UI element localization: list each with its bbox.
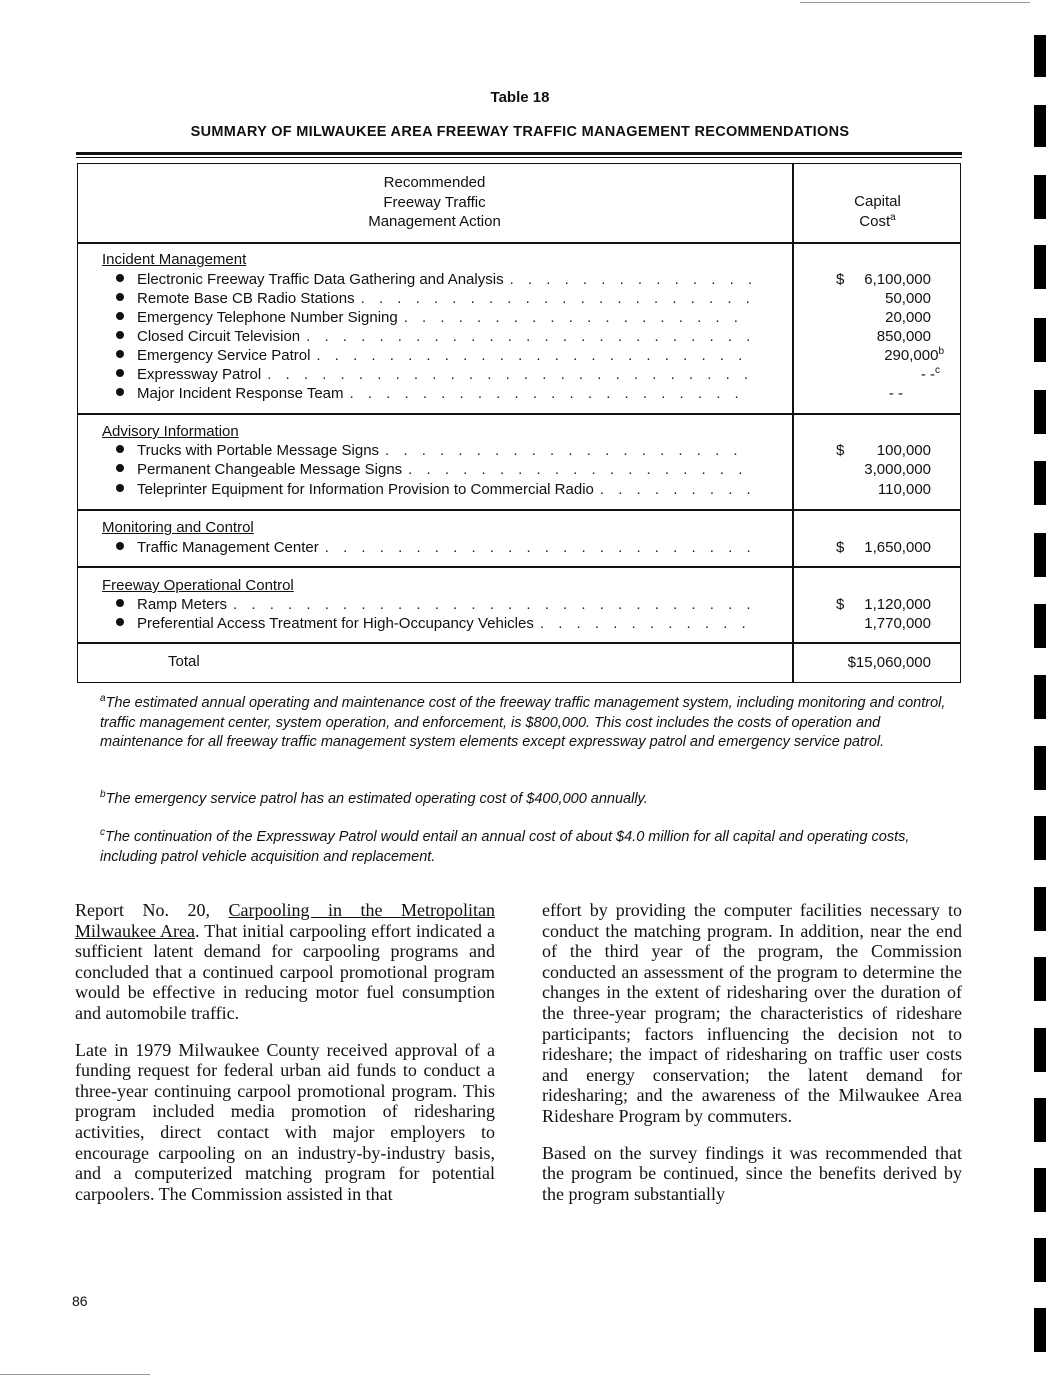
table-row: [116, 539, 752, 558]
row-cost: 290,000$^b$: [884, 346, 944, 364]
scan-mark: [1034, 390, 1046, 434]
table-row: [116, 385, 752, 404]
footnote-marker: a: [100, 693, 106, 705]
dot-leader: [385, 442, 752, 459]
dot-leader: [350, 385, 753, 402]
table-row: [116, 309, 752, 328]
header-cost-line: Cost$^a$: [859, 211, 896, 230]
row-cost: 20,000: [885, 309, 931, 326]
bullet-icon: [116, 350, 124, 358]
scan-edge: [0, 1374, 150, 1375]
group-title: Advisory Information: [102, 423, 239, 440]
bullet-icon: [116, 388, 124, 396]
group-title: Monitoring and Control: [102, 519, 254, 536]
header-action-line: Management Action: [368, 213, 501, 230]
row-label: Major Incident Response Team: [137, 385, 344, 402]
scan-mark: [1034, 35, 1046, 77]
title-rule-thin: [76, 157, 962, 158]
scan-mark: [1034, 957, 1046, 1001]
scan-mark: [1034, 1168, 1046, 1212]
body-paragraph: effort by providing the computer facilities necessary to conduct the matching program. In addition, near the end of the third year of the program, the Commission conducted an assessment of the program to determine the changes in the extent of ridesharing over the duration of the three-year program; the characteristics of rideshare participants; factors influencing the decision not to rideshare; the impact of ridesharing on traffic user costs and energy conservation; the latent demand for ridesharing; and the awareness of the Milwaukee Area Rideshare Program by commuters.: [542, 900, 962, 1126]
row-label: Expressway Patrol: [137, 366, 262, 383]
page-number: 86: [72, 1293, 88, 1309]
dot-leader: [316, 347, 752, 364]
table-row: [116, 290, 752, 309]
row-cost: 3,000,000: [864, 461, 931, 478]
footnote-marker: a: [890, 211, 896, 223]
header-divider: [77, 242, 961, 244]
bullet-icon: [116, 599, 124, 607]
body-paragraph: Late in 1979 Milwaukee County received approval of a funding request for federal urban aid funds to conduct a three-year continuing carpool promotional program. This program included media promotion of ridesharing activities, direct contact with major employers to encourage carpooling on an industry-by-industry basis, and a computerized matching program for potential carpoolers. The Commission assisted in that: [75, 1039, 495, 1204]
scan-mark: [1034, 245, 1046, 289]
group-title: Freeway Operational Control: [102, 577, 294, 594]
bullet-icon: [116, 445, 124, 453]
scan-mark: [1034, 105, 1046, 147]
bullet-icon: [116, 618, 124, 626]
table-row: [116, 596, 752, 615]
group-title: Incident Management: [102, 251, 247, 268]
row-divider: [77, 642, 961, 644]
scan-mark: [1034, 1098, 1046, 1142]
dot-leader: [325, 539, 752, 556]
scan-mark: [1034, 746, 1046, 790]
scan-mark: [1034, 604, 1046, 648]
scan-mark: [1034, 461, 1046, 505]
footnote-marker: b: [938, 346, 944, 357]
row-cost: 1,770,000: [864, 615, 931, 632]
dot-leader: [267, 366, 752, 383]
scan-mark: [1034, 175, 1046, 219]
bullet-icon: [116, 274, 124, 282]
row-label: Permanent Changeable Message Signs: [137, 461, 403, 478]
header-cost-line: Capital: [854, 193, 901, 210]
row-label: Trucks with Portable Message Signs: [137, 442, 380, 459]
row-divider: [77, 413, 961, 415]
dollar-sign: $: [836, 539, 845, 556]
row-label: Remote Base CB Radio Stations: [137, 290, 355, 307]
row-divider: [77, 566, 961, 568]
row-label: Closed Circuit Television: [137, 328, 301, 345]
bullet-icon: [116, 542, 124, 550]
bullet-icon: [116, 312, 124, 320]
header-action: [77, 173, 792, 232]
table-row: [116, 481, 752, 500]
total-cost: $15,060,000: [847, 654, 931, 671]
scan-mark: [1034, 816, 1046, 860]
bullet-icon: [116, 464, 124, 472]
body-column-right: [542, 900, 962, 1220]
dot-leader: [361, 290, 752, 307]
row-divider: [77, 509, 961, 511]
row-label: Traffic Management Center: [137, 539, 319, 556]
footnote-marker: c: [935, 365, 940, 376]
table-row: [116, 271, 752, 290]
scan-mark: [1034, 887, 1046, 931]
scan-mark: [1034, 675, 1046, 719]
scan-edge: [800, 2, 1030, 3]
table-row: [116, 328, 752, 347]
dot-leader: [233, 596, 752, 613]
row-cost: 850,000: [876, 328, 931, 345]
scan-mark: [1034, 1238, 1046, 1282]
row-label: Emergency Telephone Number Signing: [137, 309, 398, 326]
table-row: [116, 347, 752, 366]
row-cost: - -$^c$: [920, 365, 940, 383]
row-cost: 1,120,000: [864, 596, 931, 613]
row-label: Ramp Meters: [137, 596, 228, 613]
body-paragraph: Report No. 20, Carpooling in the Metropolitan Milwaukee Area. That initial carpooling effort indicated a sufficient latent demand for carpooling programs and concluded that a continued carpool promotional program would be effective in reducing motor fuel consumption and automobile traffic.: [75, 900, 495, 1023]
title-rule-thick: [76, 152, 962, 155]
table-row: [116, 615, 752, 634]
total-label: Total: [168, 653, 200, 670]
report-title: Carpooling in the Metropolitan Milwaukee Area: [75, 900, 495, 941]
row-cost: 6,100,000: [864, 271, 931, 288]
bullet-icon: [116, 331, 124, 339]
header-cost: [794, 192, 961, 231]
footnote-b: $^b$The emergency service patrol has an estimated operating cost of $400,000 annually.: [100, 789, 648, 807]
table-row: [116, 442, 752, 461]
table-row: [116, 461, 752, 480]
bullet-icon: [116, 369, 124, 377]
row-cost: 1,650,000: [864, 539, 931, 556]
scan-mark: [1034, 533, 1046, 577]
row-cost: - -: [888, 385, 903, 402]
dollar-sign: $: [836, 442, 845, 459]
row-label: Preferential Access Treatment for High-Occupancy Vehicles: [137, 615, 534, 632]
body-paragraph: Based on the survey findings it was recommended that the program be continued, since the benefits derived by the program substantially: [542, 1142, 962, 1204]
dot-leader: [510, 271, 752, 288]
footnote-a: $^a$The estimated annual operating and maintenance cost of the freeway traffic management system, including monitoring and control, traffic management center, system operation, and enforcement, is $800,000. This cost includes the costs of operation and maintenance for all freeway traffic management system elements except expressway patrol and emergency service patrol.: [100, 693, 946, 750]
dot-leader: [404, 309, 752, 326]
dot-leader: [540, 615, 752, 632]
footnote-marker: c: [100, 827, 105, 839]
dot-leader: [600, 481, 752, 498]
table-number: Table 18: [490, 89, 550, 106]
row-label: Teleprinter Equipment for Information Provision to Commercial Radio: [137, 481, 594, 498]
scan-mark: [1034, 318, 1046, 362]
dollar-sign: $: [836, 596, 845, 613]
row-cost: 100,000: [876, 442, 931, 459]
bullet-icon: [116, 484, 124, 492]
header-action-line: Freeway Traffic: [383, 193, 486, 211]
dollar-sign: $: [836, 271, 845, 288]
column-divider: [792, 163, 794, 683]
footnote-marker: b: [100, 789, 106, 801]
row-label: Electronic Freeway Traffic Data Gathering and Analysis: [137, 271, 504, 288]
row-label: Emergency Service Patrol: [137, 347, 311, 364]
table-title: SUMMARY OF MILWAUKEE AREA FREEWAY TRAFFIC MANAGEMENT RECOMMENDATIONS: [190, 124, 850, 140]
row-cost: 110,000: [877, 481, 931, 498]
footnote-c: $^c$The continuation of the Expressway Patrol would entail an annual cost of about $4.0 million for all capital and operating costs, including patrol vehicle acquisition and replacement.: [100, 827, 910, 865]
scan-mark: [1034, 1308, 1046, 1352]
header-action-line: Recommended: [383, 174, 486, 191]
dot-leader: [306, 328, 752, 345]
bullet-icon: [116, 293, 124, 301]
table-row: [116, 366, 752, 385]
dot-leader: [408, 461, 752, 478]
body-column-left: [75, 900, 495, 1220]
scan-mark: [1034, 1028, 1046, 1072]
row-cost: 50,000: [885, 290, 931, 307]
